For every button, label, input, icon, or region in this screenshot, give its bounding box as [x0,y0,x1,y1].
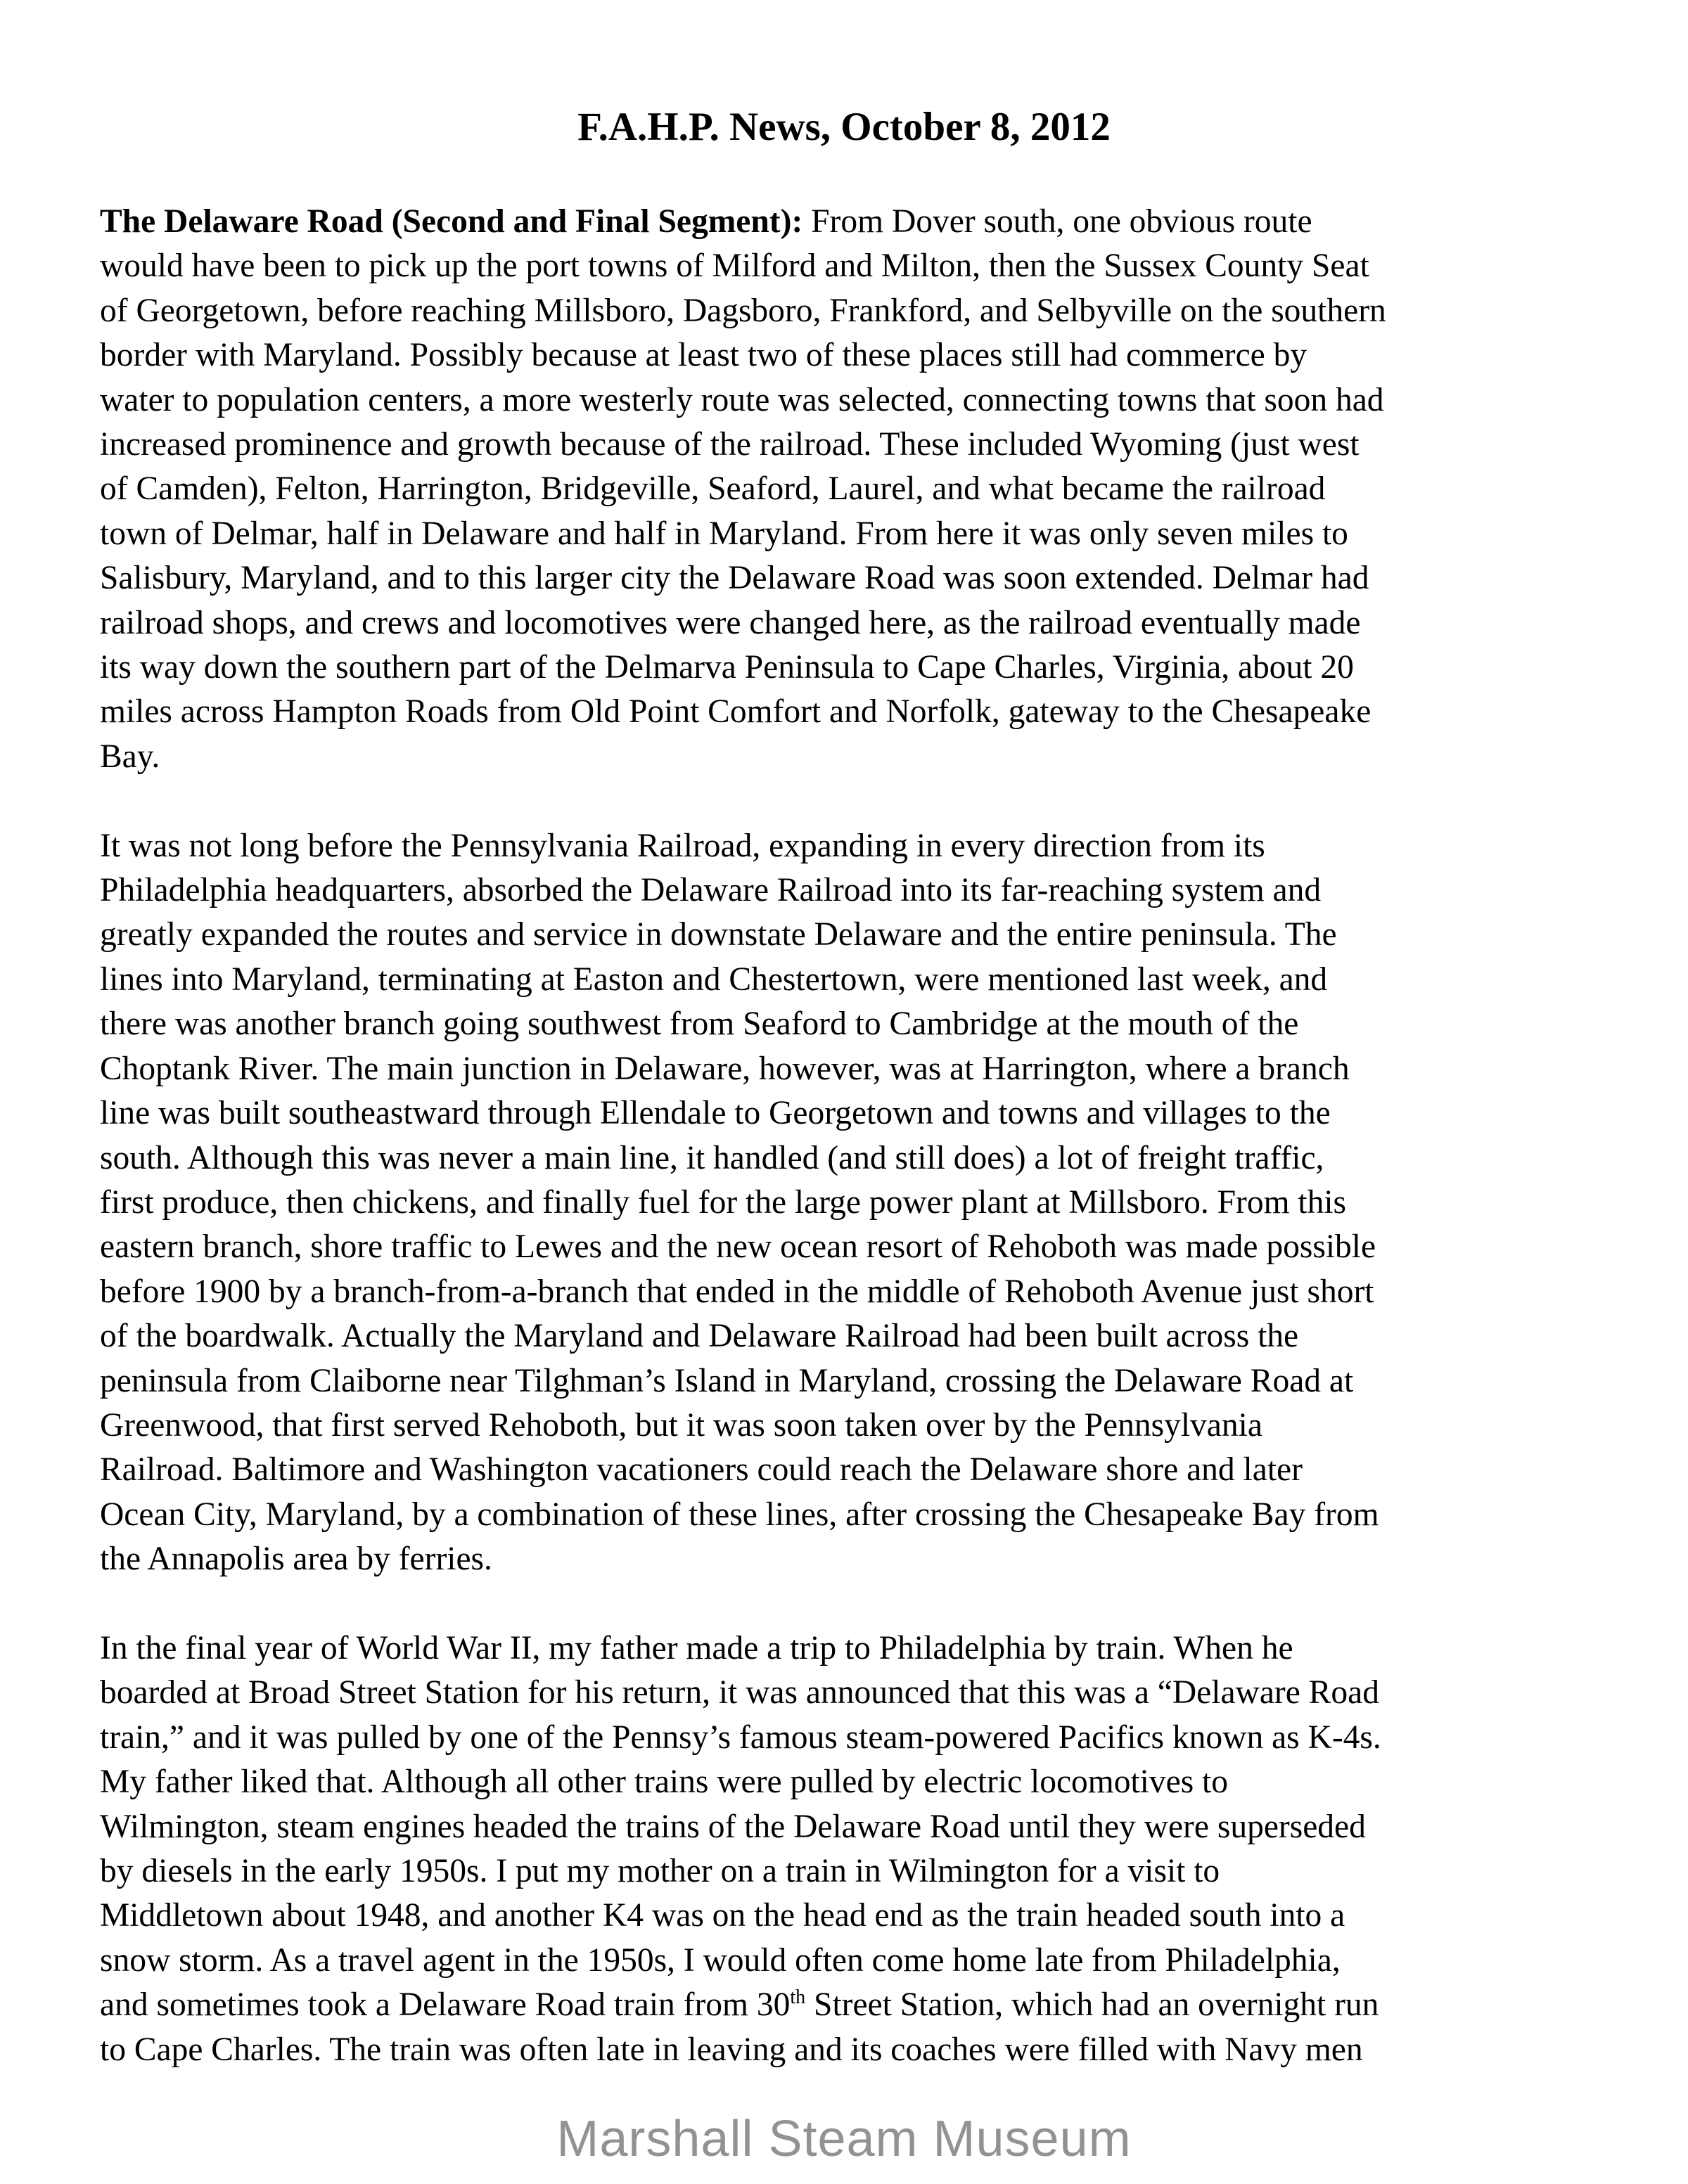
text-line [100,1983,1633,2027]
text-line: town of Delmar, half in Delaware and half in Maryland. From here it was only seven miles to [100,515,1348,552]
text-line: It was not long before the Pennsylvania Railroad, expanding in every direction from its [100,827,1265,864]
text-line: Middletown about 1948, and another K4 was on the head end as the train headed south into a [100,1897,1345,1934]
text-line: eastern branch, shore traffic to Lewes and the new ocean resort of Rehoboth was made possible [100,1228,1376,1266]
text-line: its way down the southern part of the Delmarva Peninsula to Cape Charles, Virginia, about 20 [100,649,1354,686]
paragraph-delaware-road [100,200,1633,779]
text-line: of the boardwalk. Actually the Maryland and Delaware Railroad had been built across the [100,1318,1299,1355]
text-line: train,” and it was pulled by one of the Pennsy’s famous steam-powered Pacifics known as K-4s. [100,1719,1381,1756]
section-heading: The Delaware Road (Second and Final Segment): [100,203,803,240]
text-line: line was built southeastward through Ellendale to Georgetown and towns and villages to the [100,1095,1331,1132]
document-body [100,200,1633,2116]
text-line: there was another branch going southwest from Seaford to Cambridge at the mouth of the [100,1006,1299,1043]
text-line: peninsula from Claiborne near Tilghman’s Island in Maryland, crossing the Delaware Road at [100,1362,1354,1399]
paragraph-pennsylvania-railroad [100,824,1633,1582]
text-line: Greenwood, that first served Rehoboth, but it was soon taken over by the Pennsylvania [100,1406,1262,1444]
ordinal-superscript: th [790,1986,806,2009]
text-line: boarded at Broad Street Station for his return, it was announced that this was a “Delaware Road [100,1674,1379,1711]
page-title: F.A.H.P. News, October 8, 2012 [577,105,1111,149]
text-line: My father liked that. Although all other trains were pulled by electric locomotives to [100,1764,1229,1801]
watermark: Marshall Steam Museum [556,2111,1132,2167]
text-span: From Dover south, one obvious route [803,203,1312,240]
text-line: greatly expanded the routes and service in downstate Delaware and the entire peninsula. The [100,916,1337,953]
text-line: of Georgetown, before reaching Millsboro, Dagsboro, Frankford, and Selbyville on the southern [100,292,1386,329]
text-line: first produce, then chickens, and finally fuel for the large power plant at Millsboro. From this [100,1183,1347,1221]
text-line: Ocean City, Maryland, by a combination of these lines, after crossing the Chesapeake Bay from [100,1496,1379,1533]
text-span: and sometimes took a Delaware Road train from 30 [100,1986,791,2024]
text-line: before 1900 by a branch-from-a-branch that ended in the middle of Rehoboth Avenue just short [100,1273,1374,1310]
text-line: Bay. [100,738,160,775]
text-line: border with Maryland. Possibly because at least two of these places still had commerce by [100,337,1307,374]
text-line: to Cape Charles. The train was often late in leaving and its coaches were filled with Navy men [100,2031,1363,2068]
text-line: the Annapolis area by ferries. [100,1541,492,1578]
text-line: railroad shops, and crews and locomotives were changed here, as the railroad eventually made [100,604,1361,641]
text-span: Street Station, which had an overnight run [805,1986,1379,2024]
text-line: water to population centers, a more westerly route was selected, connecting towns that soon had [100,381,1384,418]
text-line: miles across Hampton Roads from Old Point Comfort and Norfolk, gateway to the Chesapeake [100,693,1372,731]
text-line: In the final year of World War II, my father made a trip to Philadelphia by train. When he [100,1629,1293,1666]
text-line: by diesels in the early 1950s. I put my mother on a train in Wilmington for a visit to [100,1853,1220,1889]
text-line: Philadelphia headquarters, absorbed the Delaware Railroad into its far-reaching system and [100,872,1322,909]
text-line: south. Although this was never a main line, it handled (and still does) a lot of freight traffic, [100,1139,1324,1176]
text-line: increased prominence and growth because of the railroad. These included Wyoming (just west [100,426,1360,463]
text-line: Wilmington, steam engines headed the trains of the Delaware Road until they were superseded [100,1808,1366,1845]
text-line: Choptank River. The main junction in Delaware, however, was at Harrington, where a branch [100,1050,1350,1087]
text-line: Salisbury, Maryland, and to this larger city the Delaware Road was soon extended. Delmar had [100,560,1369,597]
paragraph-world-war-ii [100,1626,1633,2072]
text-line: snow storm. As a travel agent in the 1950s, I would often come home late from Philadelphia, [100,1941,1341,1979]
text-line: would have been to pick up the port towns of Milford and Milton, then the Sussex County Seat [100,248,1369,285]
text-line [100,200,1633,244]
text-line: Railroad. Baltimore and Washington vacationers could reach the Delaware shore and later [100,1451,1303,1489]
text-line: of Camden), Felton, Harrington, Bridgeville, Seaford, Laurel, and what became the railroad [100,470,1326,508]
text-line: lines into Maryland, terminating at Easton and Chestertown, were mentioned last week, and [100,961,1328,998]
